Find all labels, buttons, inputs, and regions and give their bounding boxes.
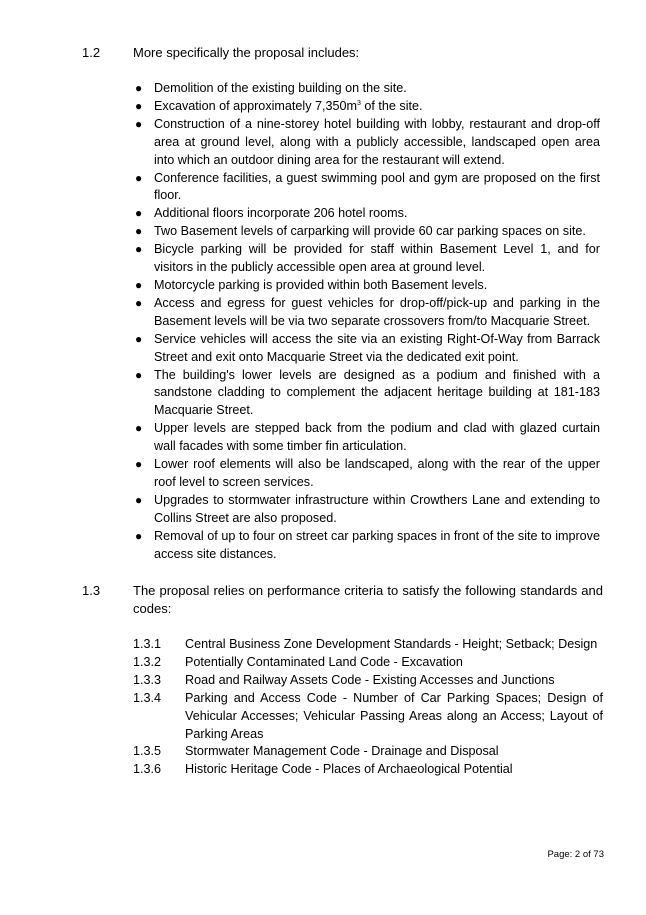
bullet-item: ● Access and egress for guest vehicles for drop-off/pick-up and parking in the Basement levels will be via two separate crossovers from/to Macquarie Street. (135, 295, 600, 328)
bullet-icon: ● (135, 492, 143, 507)
bullet-icon: ● (135, 224, 143, 239)
bullet-icon: ● (135, 242, 143, 257)
code-item: 1.3.2 Potentially Contaminated Land Code - Excavation (133, 654, 463, 669)
codes-list (133, 636, 603, 779)
bullet-item: ● Removal of up to four on street car parking spaces in front of the site to improve access site distances. (135, 528, 600, 561)
section-heading: More specifically the proposal includes: (133, 45, 360, 60)
bullet-item: ● Bicycle parking will be provided for staff within Basement Level 1, and for visitors in the publicly accessible open area at ground level. (135, 242, 600, 275)
bullet-icon: ● (135, 170, 143, 185)
section-number: 1.3 (82, 583, 101, 598)
bullet-item: ● Upgrades to stormwater infrastructure within Crowthers Lane and extending to Collins Street are also proposed. (135, 492, 600, 525)
bullet-item: ● The building's lower levels are designed as a podium and finished with a sandstone cladding to complement the adjacent heritage building at 181-183 Macquarie Street. (135, 367, 600, 418)
bullet-item: ● Additional floors incorporate 206 hotel rooms. (133, 205, 600, 223)
bullet-item: ● Excavation of approximately $7,350m^3$ of the site. (133, 98, 600, 116)
bullet-item: ● Demolition of the existing building on the site. (133, 80, 600, 98)
bullet-icon: ● (135, 81, 143, 95)
bullet-icon: ● (135, 277, 143, 292)
code-item: 1.3.4 Parking and Access Code - Number of Car Parking Spaces; Design of Vehicular Accesses; Vehicular Passing Areas along an Access; Layout of Parking Areas (133, 690, 603, 741)
bullet-item: ● Construction of a nine-storey hotel building with lobby, restaurant and drop-off area at ground level, along with a publicly accessible, landscaped open area into which an outdoor dining area for the restaurant will extend. (135, 116, 600, 167)
bullet-icon: ● (135, 421, 143, 436)
code-item: 1.3.6 Historic Heritage Code - Places of Archaeological Potential (133, 762, 513, 777)
bullet-icon: ● (135, 367, 143, 382)
bullet-item: ● Conference facilities, a guest swimming pool and gym are proposed on the first floor. (135, 170, 600, 203)
bullet-icon: ● (135, 98, 143, 113)
bullet-item: ● Motorcycle parking is provided within both Basement levels. (133, 277, 600, 295)
bullet-icon: ● (135, 295, 143, 310)
bullet-item: ● Service vehicles will access the site via an existing Right-Of-Way from Barrack Street and exit onto Macquarie Street via the dedicated exit point. (135, 331, 600, 364)
code-item: 1.3.3 Road and Railway Assets Code - Existing Accesses and Junctions (133, 672, 555, 687)
bullet-icon: ● (135, 116, 143, 131)
section-heading: The proposal relies on performance criteria to satisfy the following standards and codes: (133, 583, 603, 616)
proposal-bullet-list (133, 80, 600, 563)
bullet-item: ● Two Basement levels of carparking will provide 60 car parking spaces on site. (133, 223, 600, 241)
bullet-icon: ● (135, 331, 143, 346)
section-number: 1.2 (82, 45, 101, 60)
bullet-item: ● Lower roof elements will also be landscaped, along with the rear of the upper roof level to screen services. (135, 457, 600, 489)
bullet-item: ● Upper levels are stepped back from the podium and clad with glazed curtain wall facades with some timber fin articulation. (135, 421, 600, 454)
code-item: 1.3.1 Central Business Zone Development Standards - Height; Setback; Design (133, 637, 598, 651)
code-item: 1.3.5 Stormwater Management Code - Drainage and Disposal (133, 744, 499, 759)
page-number: Page: 2 of 73 (547, 849, 604, 860)
bullet-icon: ● (135, 528, 143, 543)
bullet-icon: ● (135, 206, 143, 221)
bullet-icon: ● (135, 457, 143, 472)
